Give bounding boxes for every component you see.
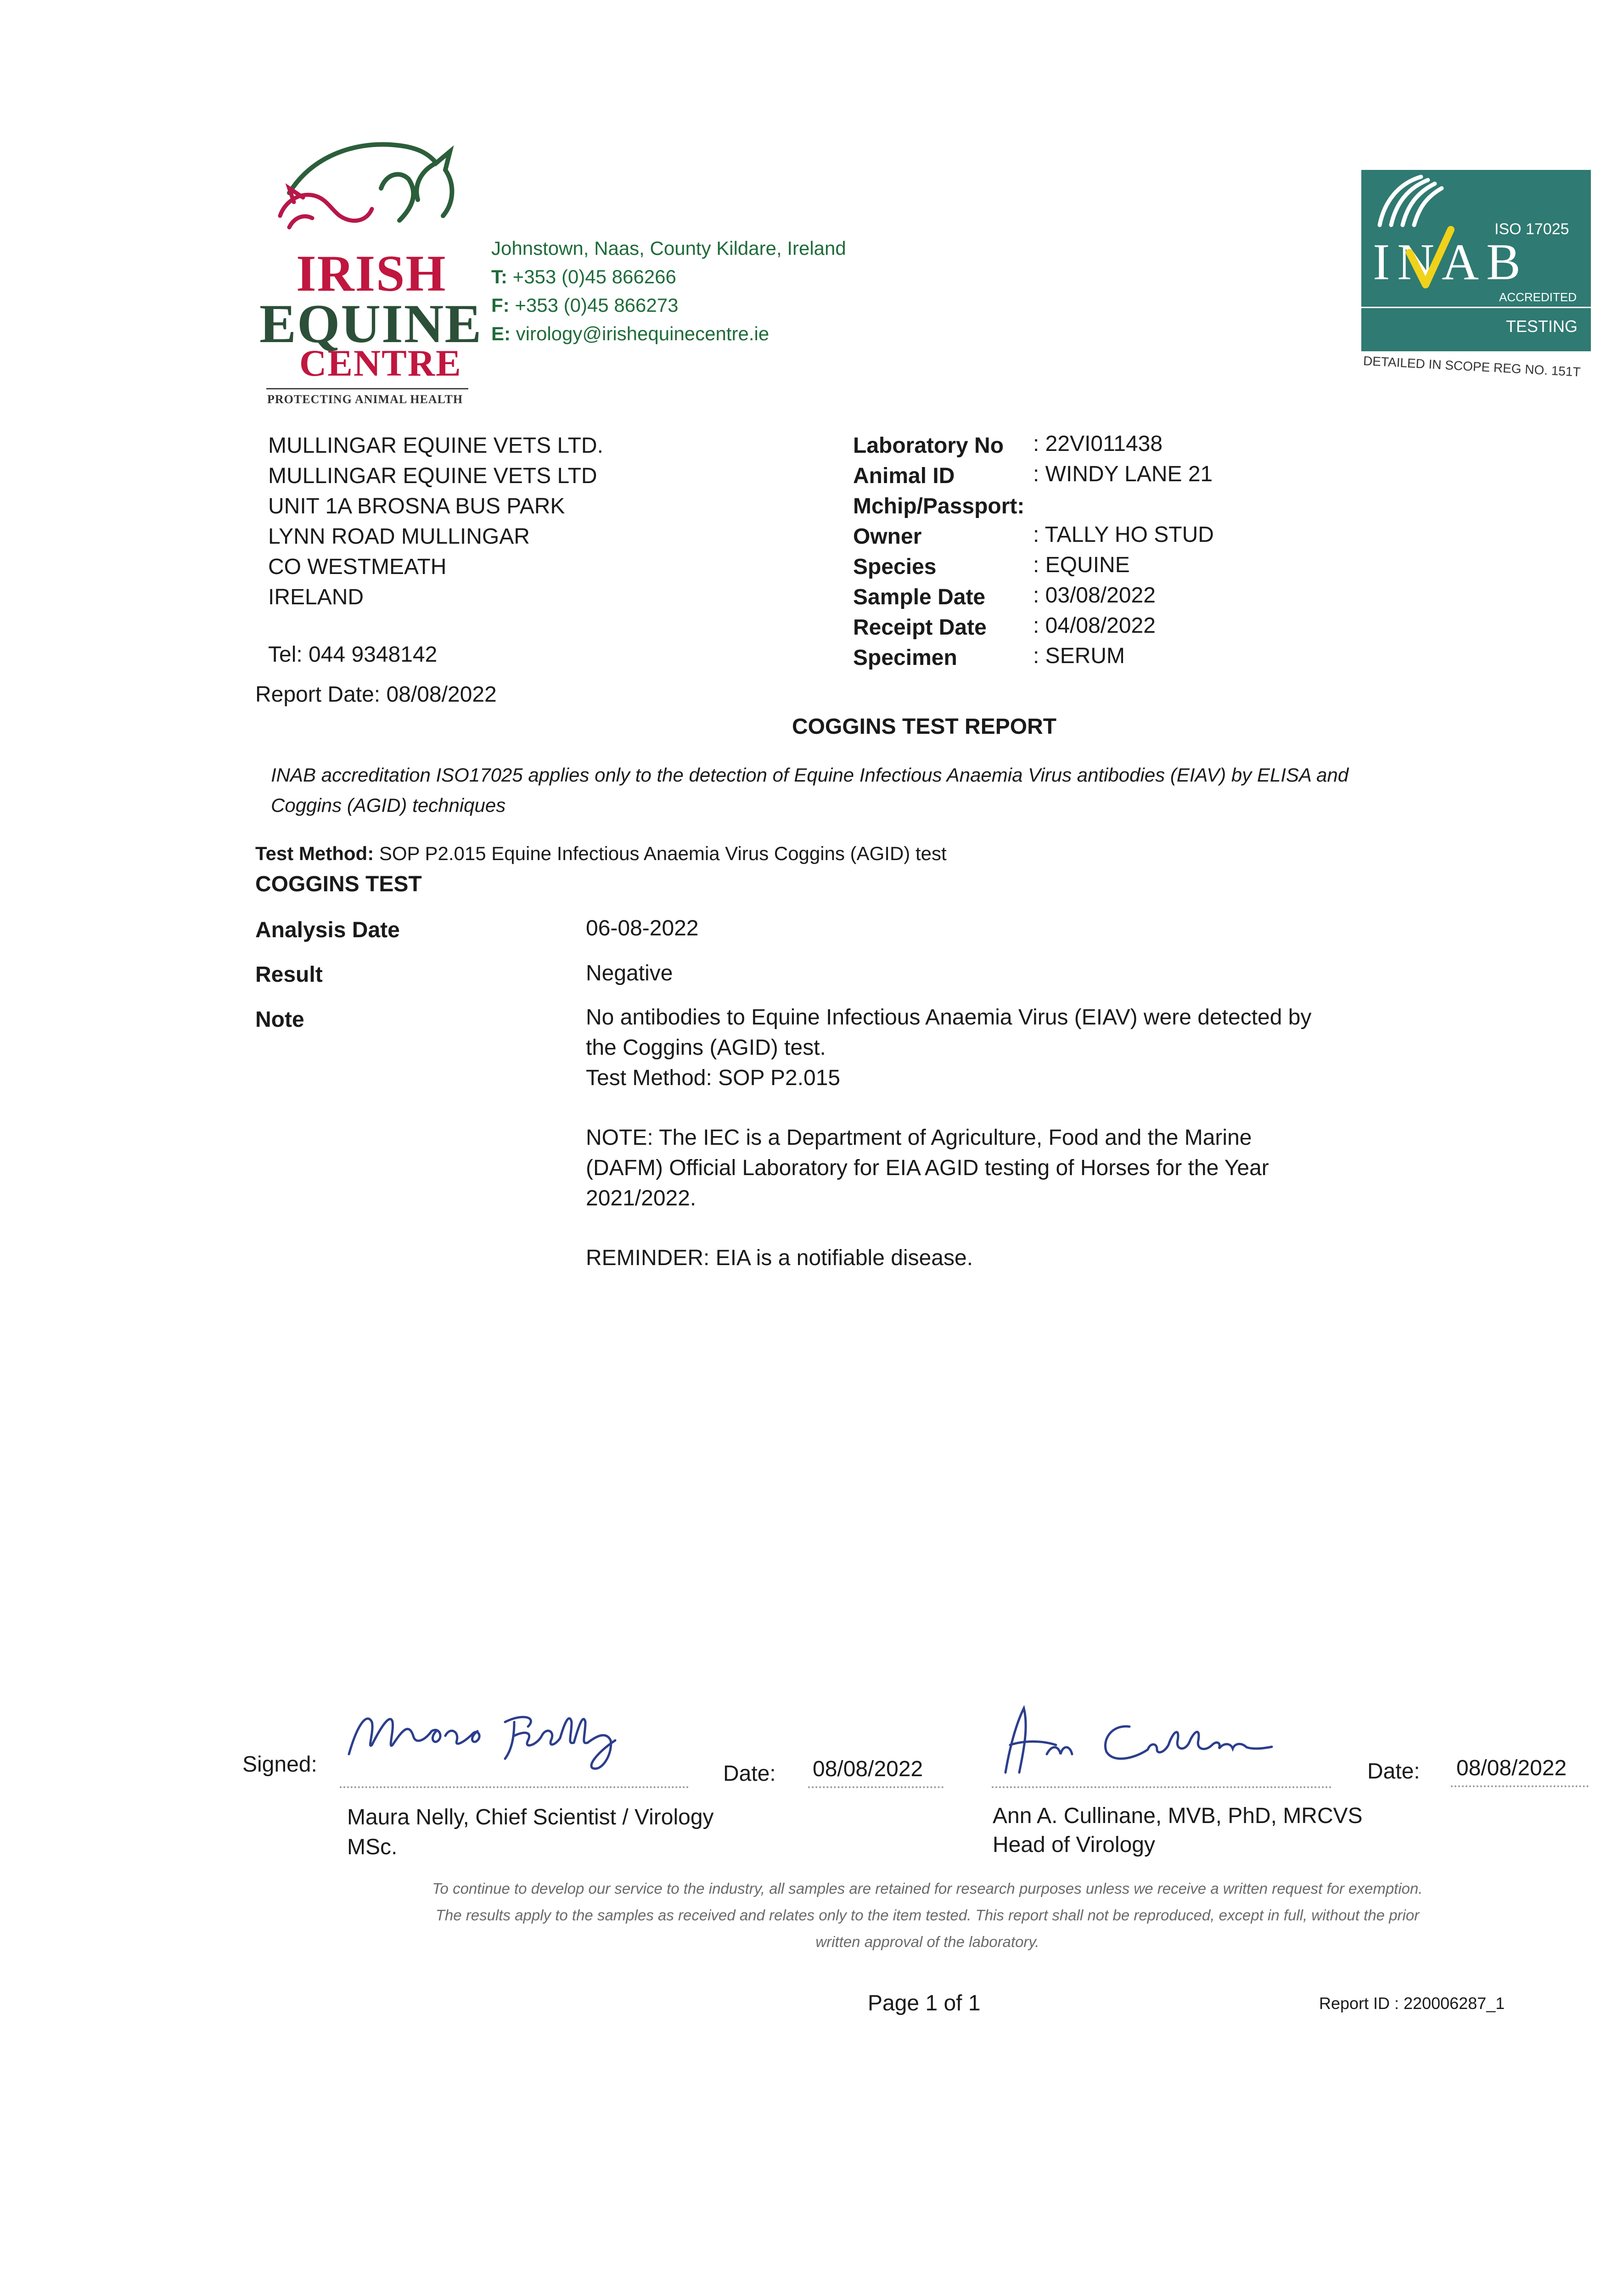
- detail-label: Receipt Date: [853, 615, 987, 640]
- sig1-name-2: MSc.: [347, 1835, 398, 1859]
- detail-value: : 22VI011438: [1033, 432, 1163, 456]
- date-label-1: Date:: [723, 1761, 776, 1786]
- footer-line: written approval of the laboratory.: [815, 1933, 1039, 1950]
- note-line: NOTE: The IEC is a Department of Agriculture, Food and the Marine: [586, 1125, 1252, 1150]
- detail-value: : TALLY HO STUD: [1033, 523, 1214, 547]
- test-method-value: SOP P2.015 Equine Infectious Anaemia Virus Coggins (AGID) test: [379, 843, 947, 864]
- detail-value: : WINDY LANE 21: [1033, 462, 1213, 486]
- detail-label: Specimen: [853, 646, 957, 670]
- signature-line-1: [340, 1786, 689, 1788]
- sig2-date: 08/08/2022: [1456, 1756, 1567, 1780]
- test-method-label: Test Method:: [255, 843, 374, 864]
- contact-block: [491, 234, 846, 348]
- inab-divider: [1361, 307, 1591, 308]
- test-method: [255, 838, 947, 869]
- logo-word-centre: CENTRE: [299, 342, 462, 384]
- contact-email: E: virology@irishequinecentre.ie: [491, 323, 769, 344]
- recipient-line: CO WESTMEATH: [268, 555, 447, 579]
- accreditation-note-line: INAB accreditation ISO17025 applies only to the detection of Equine Infectious Anaemia Virus antibodies (EIAV) by ELISA and: [271, 764, 1349, 786]
- analysis-date-value: 06-08-2022: [586, 916, 699, 940]
- inab-wing-icon: [1370, 174, 1462, 230]
- sig1-date: 08/08/2022: [813, 1757, 923, 1781]
- report-date: Report Date: 08/08/2022: [255, 682, 497, 707]
- note-line: No antibodies to Equine Infectious Anaemia Virus (EIAV) were detected by: [586, 1005, 1312, 1030]
- detail-value: : 03/08/2022: [1033, 583, 1156, 608]
- logo-word-irish: IRISH: [296, 245, 447, 302]
- result-value: Negative: [586, 961, 673, 985]
- inab-scope: DETAILED IN SCOPE REG NO. 151T: [1363, 354, 1581, 379]
- report-id: Report ID : 220006287_1: [1319, 1994, 1505, 2013]
- detail-label: Owner: [853, 524, 922, 549]
- irish-equine-centre-logo: [259, 124, 483, 409]
- recipient-address: [268, 431, 603, 613]
- footer-line: The results apply to the samples as received and relates only to the item tested. This report shall not be reproduced, except in full, without the prior: [435, 1907, 1420, 1924]
- logo-divider: [266, 388, 468, 389]
- recipient-tel: Tel: 044 9348142: [268, 642, 438, 667]
- detail-value: : 04/08/2022: [1033, 613, 1156, 638]
- footer-line: To continue to develop our service to the industry, all samples are retained for research purposes unless we receive a written request for exemption.: [432, 1880, 1423, 1897]
- recipient-line: LYNN ROAD MULLINGAR: [268, 524, 530, 549]
- report-title: COGGINS TEST REPORT: [792, 715, 1057, 739]
- logo-word-equine: EQUINE: [259, 293, 483, 354]
- page-number: Page 1 of 1: [868, 1991, 981, 2015]
- note-line: the Coggins (AGID) test.: [586, 1035, 826, 1060]
- contact-address: Johnstown, Naas, County Kildare, Ireland: [491, 237, 846, 259]
- note-line: (DAFM) Official Laboratory for EIA AGID testing of Horses for the Year: [586, 1156, 1269, 1180]
- sig1-name-1: Maura Nelly, Chief Scientist / Virology: [347, 1805, 714, 1829]
- inab-accreditation-badge: [1361, 170, 1591, 351]
- recipient-line: UNIT 1A BROSNA BUS PARK: [268, 494, 565, 518]
- analysis-date-label: Analysis Date: [255, 918, 400, 942]
- detail-value: : EQUINE: [1033, 553, 1130, 577]
- sig2-name-2: Head of Virology: [993, 1833, 1155, 1857]
- sig2-name-1: Ann A. Cullinane, MVB, PhD, MRCVS: [993, 1804, 1363, 1828]
- note-line: Test Method: SOP P2.015: [586, 1066, 841, 1090]
- footer-disclaimer: [321, 1875, 1533, 1955]
- date-line-1: [808, 1786, 943, 1788]
- date-line-2: [1451, 1785, 1589, 1787]
- detail-label: Mchip/Passport:: [853, 494, 1025, 518]
- signed-label: Signed:: [242, 1752, 317, 1777]
- detail-label: Species: [853, 555, 937, 579]
- recipient-line: MULLINGAR EQUINE VETS LTD.: [268, 433, 603, 458]
- logo-tagline: PROTECTING ANIMAL HEALTH: [267, 393, 463, 406]
- date-label-2: Date:: [1367, 1759, 1420, 1784]
- reminder: REMINDER: EIA is a notifiable disease.: [586, 1246, 973, 1270]
- horse-logo-icon: [262, 124, 477, 248]
- recipient-line: MULLINGAR EQUINE VETS LTD: [268, 464, 597, 488]
- note-body: [586, 1002, 1311, 1273]
- inab-testing: TESTING: [1506, 317, 1578, 336]
- inab-accredited: ACCREDITED: [1499, 290, 1577, 304]
- section-title: COGGINS TEST: [255, 872, 422, 896]
- inab-check-icon: [1405, 225, 1455, 289]
- accreditation-note: [271, 760, 1348, 821]
- inab-name: INAB: [1373, 234, 1528, 291]
- inab-iso: ISO 17025: [1494, 220, 1569, 238]
- signature-ann-cullinane: [992, 1699, 1304, 1782]
- note-line: 2021/2022.: [586, 1186, 696, 1210]
- contact-phone: T: +353 (0)45 866266: [491, 266, 676, 287]
- signature-maura-nelly: [340, 1694, 670, 1777]
- result-label: Result: [255, 962, 323, 987]
- detail-label: Sample Date: [853, 585, 986, 609]
- recipient-line: IRELAND: [268, 585, 364, 609]
- contact-fax: F: +353 (0)45 866273: [491, 294, 679, 316]
- signature-line-2: [992, 1786, 1331, 1788]
- note-label: Note: [255, 1007, 304, 1032]
- detail-value: : SERUM: [1033, 644, 1125, 668]
- detail-label: Laboratory No: [853, 433, 1004, 458]
- accreditation-note-line: Coggins (AGID) techniques: [271, 794, 506, 816]
- detail-label: Animal ID: [853, 464, 955, 488]
